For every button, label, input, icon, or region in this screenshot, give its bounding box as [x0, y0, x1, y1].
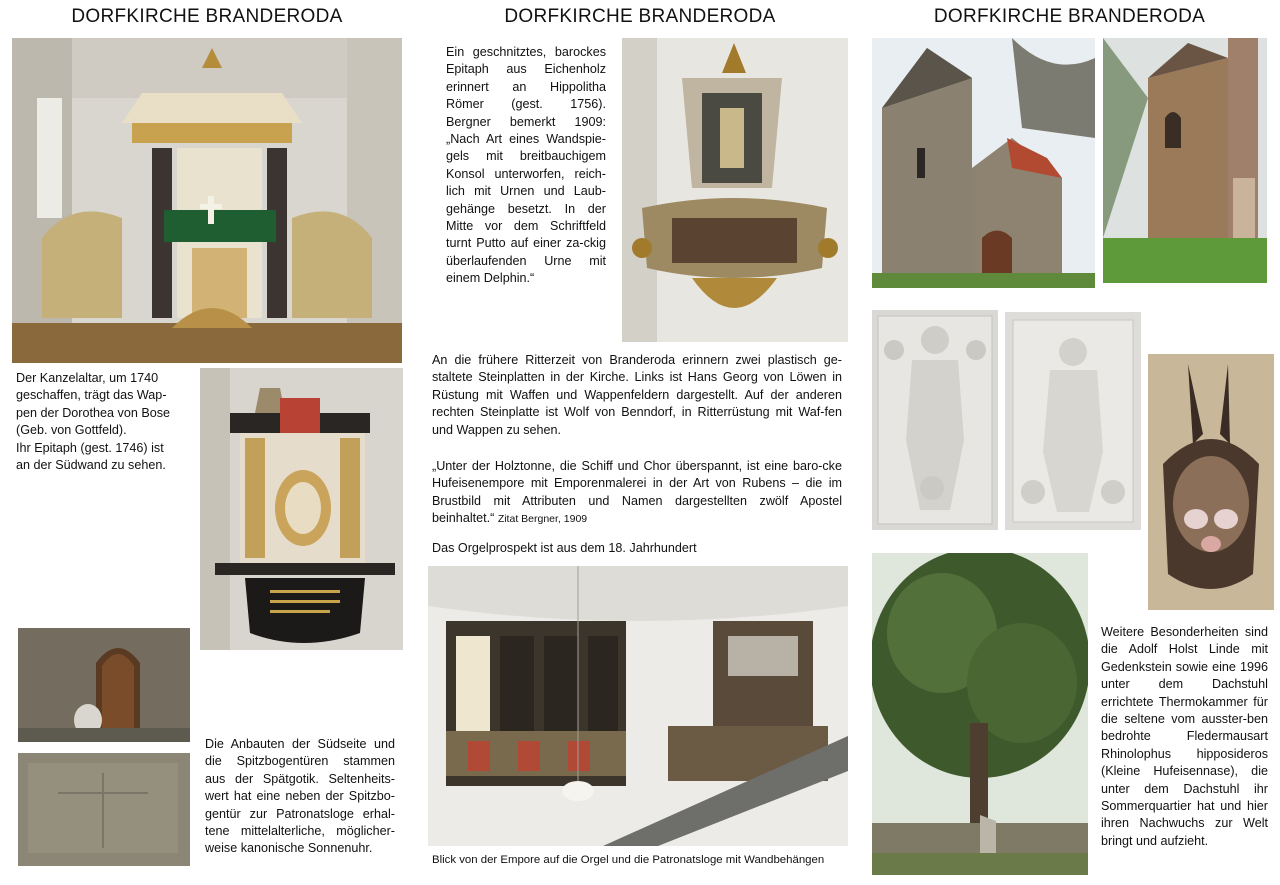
- epitaph-text: Ein geschnitztes, barockes Epitaph aus Eichenholz erinnert an Hippolitha Römer (gest. 1756). Bergner bemerkt 1909: „Nach Art eines Wandspie-gels mit breitbauchigem Konsol unterworfen, reich-lich mit Urnen und Laub-gehänge besetzt. In der Mitte vor dem Schriftfeld turnt Putto auf einer za-ckig überlaufenden Urne mit einem Delphin.“: [446, 45, 606, 286]
- horseshoe-bat-photo: [1148, 354, 1274, 610]
- church-tower-photo: [872, 38, 1095, 288]
- epitaph-photo: [200, 368, 403, 650]
- baroque-epitaph-photo: [622, 38, 848, 342]
- quote-block: [432, 458, 842, 529]
- stone-plates-text: An die frühere Ritterzeit von Branderoda erinnern zwei plastisch ge-staltete Steinplatten in der Kirche. Links ist Hans Georg von Löwen in Rüstung mit Waffen und Wappenfeldern dargestellt. Auf der anderen rechten Steinplatte ist Wolf von Benndorf, in Ritterrüstung mit Waf-fen und Wappen zu sehen.: [432, 353, 842, 437]
- linden-tree-photo: [872, 553, 1088, 875]
- column-title-middle: DORFKIRCHE BRANDERODA: [504, 6, 776, 27]
- quote-text: „Unter der Holztonne, die Schiff und Chor überspannt, ist eine baro-cke Hufeisenempore mit Emporenmalerei in der Art von Rubens – die im Brustbild mit Attributen und Namen dargestellten zwölf Apostel beinhaltet.“: [432, 459, 842, 526]
- organ-caption: Blick von der Empore auf die Orgel und die Patronatsloge mit Wandbehängen: [432, 854, 825, 866]
- gothic-text: Die Anbauten der Südseite und die Spitzbogentüren stammen aus der Spätgotik. Seltenheits-wert hat eine neben der Spitzbo-gentür zur Patronatsloge erhal-tene mittelalterliche, möglicher-weise kanonische Sonnenuhr.: [205, 737, 395, 856]
- pulpit-altar-photo: [12, 38, 402, 363]
- stone-plate-right-photo: [1005, 312, 1141, 530]
- organ-gallery-photo: [428, 566, 848, 846]
- quote-source: Zitat Bergner, 1909: [497, 513, 588, 526]
- column-title-left: DORFKIRCHE BRANDERODA: [71, 6, 343, 27]
- altar-caption: Der Kanzelaltar, um 1740 geschaffen, trägt das Wap- pen der Dorothea von Bose (Geb. von Gottfeld). Ihr Epitaph (gest. 1746) ist an der Südwand zu sehen.: [16, 371, 171, 473]
- column-title-right: DORFKIRCHE BRANDERODA: [933, 6, 1206, 27]
- gothic-door-photo: [18, 628, 190, 742]
- organ-line: Das Orgelprospekt ist aus dem 18. Jahrhundert: [432, 541, 697, 555]
- church-side-photo: [1103, 38, 1267, 283]
- linden-bat-text: Weitere Besonderheiten sind die Adolf Holst Linde mit Gedenkstein sowie eine 1996 unter dem Dachstuhl errichtete Thermokammer für die seltene vom ausster-ben bedrohte Fledermausart Rhinolophus hipposideros (Kleine Hufeisennase), die unter dem Dachstuhl ihr Sommerquartier hat und hier ihren Nachwuchs zur Welt bringt und aufzieht.: [1101, 625, 1268, 848]
- sundial-stone-photo: [18, 753, 190, 866]
- stone-plate-left-photo: [872, 310, 998, 530]
